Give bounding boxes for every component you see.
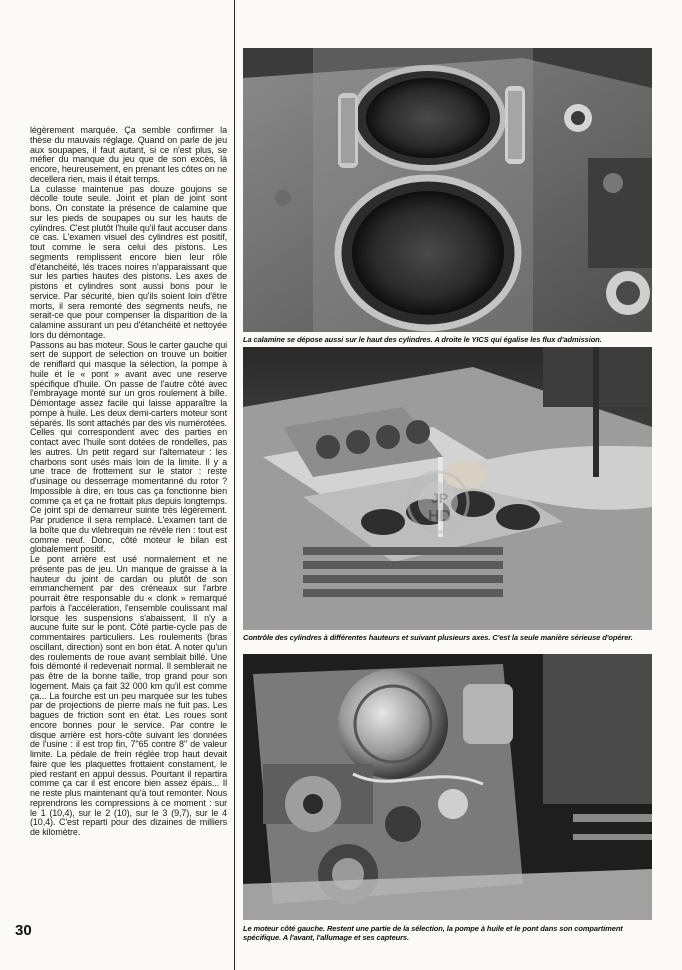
article-paragraph-2: La culasse maintenue pas douze goujons se décolle toute seule. Joint et plan de joint sont bons. On constate la présence de calamine que sur les pieds de soupapes ou sur les hauts de cylindres. C'est plutôt l'huile qu'il faut accuser dans ce cas. L'examen visuel des cylindres est positif, tout comme le sera celui des pistons. Les segments remplissent encore bien leur rôle d'étanchéité, lés traces noires n'apparaissant que sur les parties hautes des pistons. Les axes de pistons et cylindres sont aussi bons pour le service. Par sécurité, bien qu'ils soient loin d'être morts, il sera remonté des segments neufs, ne serait-ce que pour compenser la disparition de la calamine assurant un peu d'étanchéité et nettoyée lors du démontage. <box>30 183 227 340</box>
photo-cylinder-block <box>243 48 652 332</box>
page-number: 30 <box>15 922 32 939</box>
caption-photo-3: Le moteur côté gauche. Restent une partie de la sélection, la pompe à huile et le pont dans son compartiment spécifique. A l'avant, l'allumage et ses capteurs. <box>243 924 623 942</box>
photo-engine-left-side <box>243 654 652 920</box>
article-paragraph-1: légèrement marquée. Ça semble confirmer la thèse du mauvais réglage. Quand on parle de jeu aux soupapes, il faut autant, si ce n'est plus, se méfier du manque du jeu que de son excès, là encore, heureusement, en prenant les côtes on ne decellera rien, mais il était temps. <box>30 126 227 184</box>
caption-photo-2: Contrôle des cylindres à différentes hauteurs et suivant plusieurs axes. C'est la seule manière sérieuse d'opérer. <box>243 633 633 642</box>
svg-text:JP: JP <box>431 490 449 506</box>
svg-text:HD: HD <box>428 508 452 525</box>
column-divider <box>234 0 235 970</box>
article-paragraph-3: Passons au bas moteur. Sous le carter gauche qui sert de support de selection on trouve un boitier de reniflard qui masque la sélection, la pompe à huile et le « pont » avant avec une reserve spécifique d'huile. On passe de l'autre côté avec l'embrayage monté sur un gros roulement à bille. Démontage assez facile qui laisse apparaître la pompe à huile. Les deux demi-carters moteur sont séparés. Ils sont attachés par des vis numérotées. Celles qui correspondent avec des parties en contact avec l'huile sont dotées de rondelles, pas les autres. Un petit regard sur l'alternateur : les charbons sont usés mais loin de la limite. Il y a une trace de frottement sur le stator : reste d'usinage ou desserrage momentanné du rotor ? Impossible à dire, en tous cas ça fonctionne bien comme ça et ça ne frottait plus depuis longtemps. Ce joint spi de demarreur suinte très légèrement. Par prudence il sera remplacé. L'examen tant de la boîte que du vilebrequin ne révèle rien : tout est comme neuf. Donc, côté moteur le bilan est globalement positif. <box>30 339 227 555</box>
article-text-column <box>30 126 227 896</box>
watermark-logo <box>403 467 473 537</box>
caption-photo-1: La calamine se dépose aussi sur le haut des cylindres. A droite le YICS qui égalise les flux d'admission. <box>243 335 602 344</box>
article-paragraph-4: Le pont arrière est usé normalement et ne présente pas de jeu. Un manque de graisse à la hauteur du joint de cardan ou plutôt de son emmanchement par des créneaux sur l'arbre pourrait être responsable du « clonk » remarqué parfois à l'accéleration, l'ensemble coulissant mal lorsque les suspensions s'abaissent. Il n'y a aucune fuite sur le pont. Côté partie-cycle pas de commentaires particuliers. Les roulements (bras oscillant, direction) sont en bon état. A noter qu'un des roulements de roue avant semblait billé. Une fois démonté il redevenait normal. Il semblerait ne pas être de la bonne taille, trop grand pour son logement. Mais ça fait 32 000 km qu'il est comme ça... La fourche est un peu marquée sur les tubes par de projections de pierre mais ne fuit pas. Les bagues de friction sont en état. Les roues sont encore bonnes pour le service. Par contre le disque arrière est hors-côte suivant les données de l'usine : il est trop fin, 7''65 contre 8'' de valeur limite. La pédale de frein réglée trop haut devait faire que les plaquettes frottaient constament, le pied restant en appui dessus. Pourtant il repartira comme ça car il est encore bien assez épais... Il ne reste plus maintenant qu'à tout remonter. Nous reprendrons les compressions à ce moment : sur le 1 (10,4), sur le 2 (10), sur le 3 (9,7), sur le 4 (10,4). C'est reparti pour des dizaines de milliers de kilomètre. <box>30 554 227 837</box>
photo-cylinder-check <box>243 347 652 630</box>
